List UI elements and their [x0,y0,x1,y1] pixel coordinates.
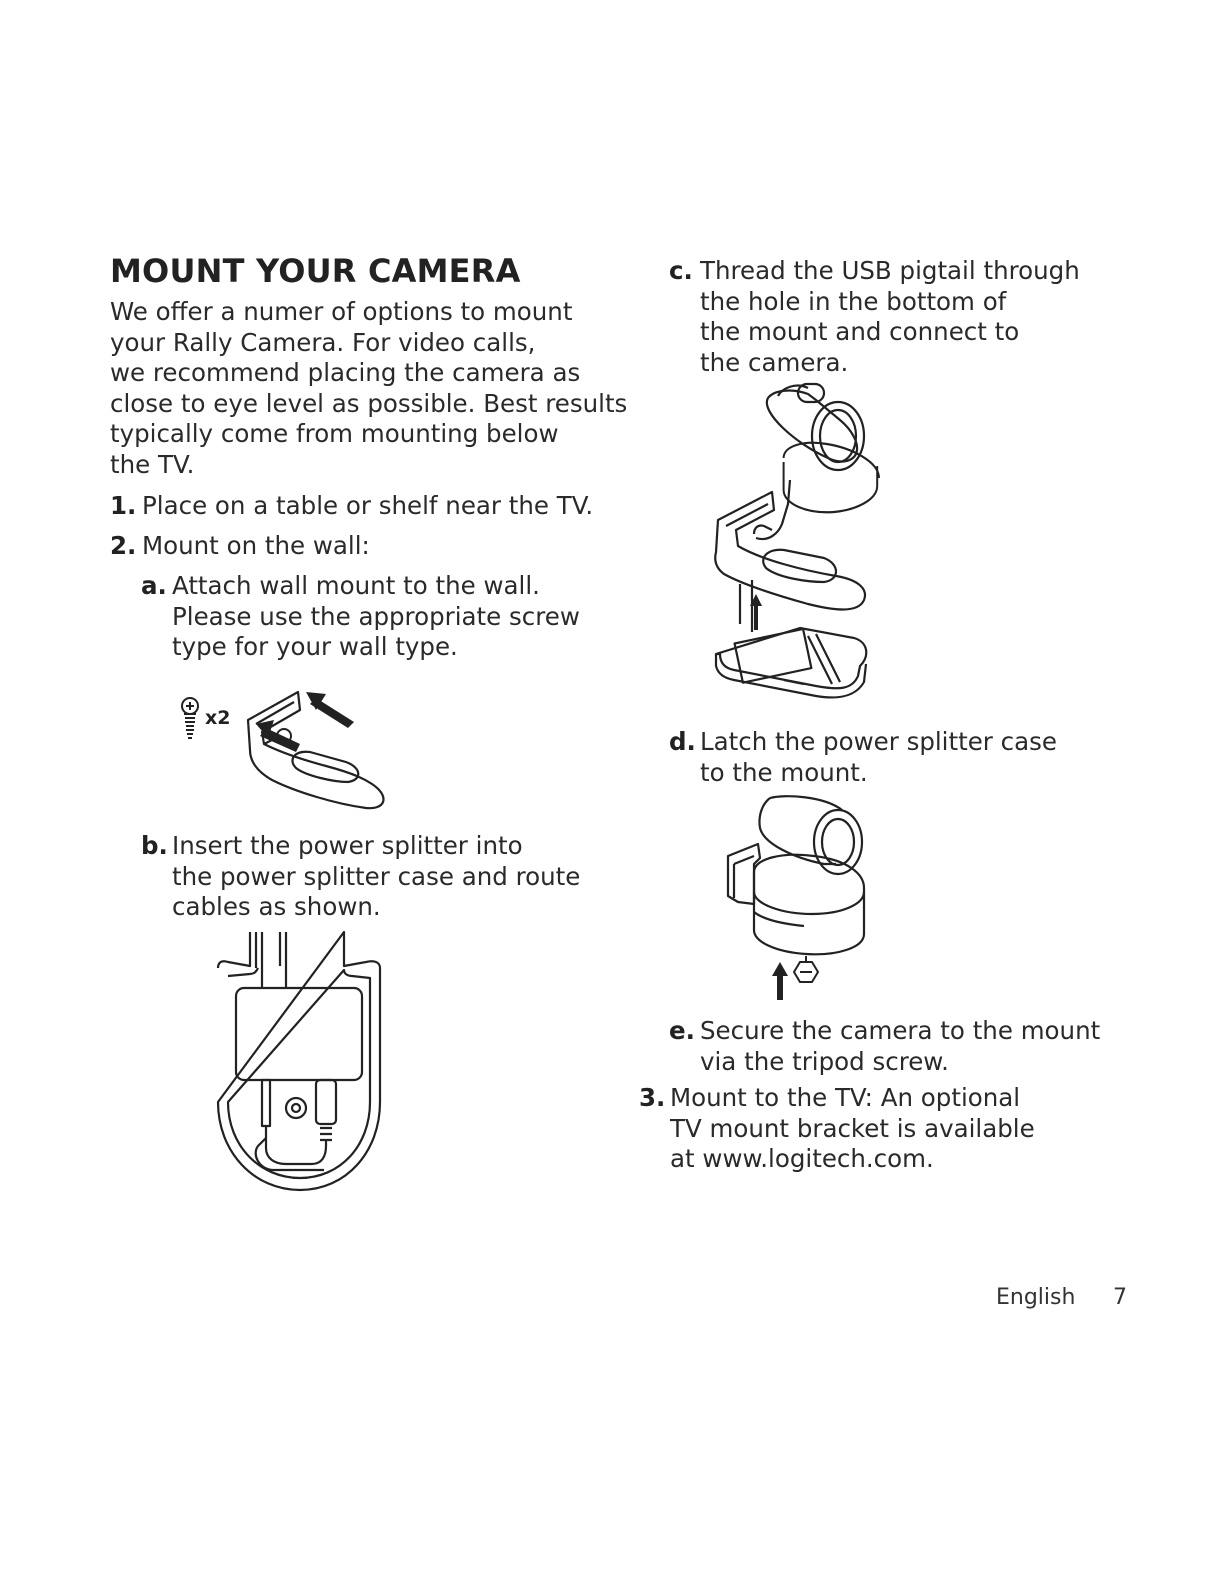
intro-line: close to eye level as possible. Best results [110,388,628,418]
step-b [141,831,580,923]
step-d [669,727,1057,788]
step-line: Mount to the TV: An optional [670,1083,1021,1112]
step-letter: d. [669,727,696,756]
intro-line: We offer a numer of options to mount [110,297,573,326]
step-line: Attach wall mount to the wall. [172,571,540,600]
step-line: to the mount. [700,757,868,787]
step-letter: b. [141,831,168,860]
intro-line: your Rally Camera. For video calls, [110,327,536,357]
camera-mounted-illustration [724,794,874,1002]
step-line: cables as shown. [172,892,381,921]
screw-count: x2 [205,707,231,729]
footer-language: English [996,1285,1076,1310]
camera-assembly-illustration [712,384,872,718]
step-letter: e. [669,1016,695,1045]
splitter-case-illustration [214,932,386,1194]
step-line: Insert the power splitter into [172,831,523,860]
page-title: MOUNT YOUR CAMERA [110,252,521,290]
step-line: the mount and connect to [700,317,1020,346]
intro-line: the TV. [110,449,195,479]
screw-icon [182,698,198,738]
step-line: Latch the power splitter case [700,727,1057,756]
step-line: Secure the camera to the mount [700,1016,1101,1045]
intro-line: typically come from mounting below [110,419,559,448]
step-line: Thread the USB pigtail through [700,256,1080,285]
step-number: 2. [110,531,137,560]
step-text: Mount on the wall: [142,531,370,560]
intro-paragraph [110,297,628,480]
step-line: type for your wall type. [172,632,458,661]
step-line: TV mount bracket is available [670,1113,1035,1143]
step-2 [110,531,370,562]
step-a [141,571,580,663]
step-text: Place on a table or shelf near the TV. [142,491,594,520]
step-line: at www.logitech.com. [670,1144,934,1173]
intro-line: we recommend placing the camera as [110,358,581,387]
step-line: the power splitter case and route [172,861,581,891]
wall-mount-illustration [176,680,396,810]
step-number: 1. [110,491,137,520]
step-line: Please use the appropriate screw [172,601,580,631]
step-c [669,256,1080,378]
step-e [669,1016,1100,1077]
step-letter: c. [669,256,693,285]
tripod-screw-icon [794,956,818,982]
step-line: the camera. [700,347,849,377]
step-3 [639,1083,1035,1175]
page-number: 7 [1113,1285,1127,1310]
step-line: via the tripod screw. [700,1046,949,1076]
step-1 [110,491,593,522]
step-line: the hole in the bottom of [700,286,1007,316]
step-letter: a. [141,571,167,600]
step-number: 3. [639,1083,666,1112]
